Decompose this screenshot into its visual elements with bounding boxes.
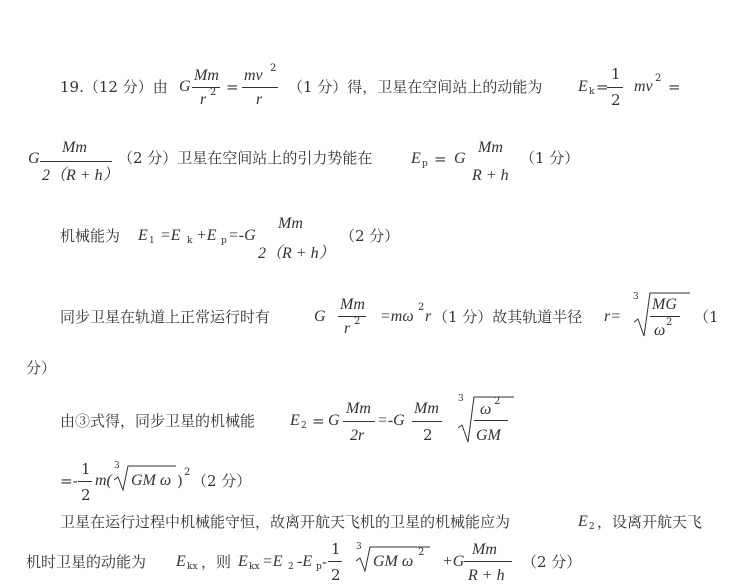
superscript: 2 — [354, 316, 361, 327]
superscript: 2 — [270, 63, 277, 74]
math-term: =mω — [380, 308, 414, 325]
paragraph-text: ，则 — [201, 553, 232, 571]
fraction-bar — [412, 421, 442, 422]
fraction-denominator: R + h — [472, 167, 509, 184]
score-text: （1 — [694, 308, 719, 326]
root-index: 3 — [633, 292, 639, 302]
score-text: （2 分） — [340, 227, 400, 245]
score-text: （1 分）得，卫星在空间站上的动能为 — [288, 78, 543, 96]
fraction-numerator: Mm — [194, 67, 219, 84]
fraction-bar — [78, 481, 92, 482]
math-term: mv — [634, 78, 653, 95]
math-term: r — [425, 308, 432, 325]
math-term: - — [322, 553, 328, 571]
equals-sign: = — [596, 78, 609, 96]
fraction-numerator: 1 — [611, 65, 621, 83]
superscript: 2 — [418, 547, 425, 558]
gravity-constant: G — [179, 78, 191, 95]
gravity-constant: G — [314, 308, 326, 325]
math-term: =E — [262, 553, 283, 570]
fraction-numerator: 1 — [331, 540, 341, 558]
fraction-numerator: Mm — [278, 215, 303, 232]
fraction-bar — [607, 87, 623, 88]
math-term: =-G — [377, 412, 405, 429]
gravity-constant: G — [28, 150, 40, 167]
fraction-numerator: Mm — [62, 139, 87, 156]
gravity-constant: G — [454, 150, 466, 167]
score-text: （1 分） — [520, 149, 580, 167]
subscript: p — [221, 236, 227, 246]
radical-denominator: ω — [654, 322, 666, 339]
subscript: p — [316, 562, 322, 572]
gravity-constant: G — [328, 412, 340, 429]
fraction-bar — [650, 316, 680, 317]
equals-sign: = — [312, 412, 325, 430]
fraction-numerator: Mm — [414, 400, 439, 417]
superscript: 2 — [666, 317, 673, 328]
equals-sign: = — [434, 150, 447, 168]
fraction-numerator: Mm — [346, 400, 371, 417]
paragraph-text: 卫星在运行过程中机械能守恒，故离开航天飞机的卫星的机械能应为 — [60, 513, 511, 531]
fraction-numerator: Mm — [340, 296, 365, 313]
label-text: 由③式得，同步卫星的机械能 — [60, 412, 256, 430]
subscript: kx — [249, 562, 260, 572]
equals-sign: = — [226, 78, 239, 96]
fraction-denominator: r — [200, 91, 207, 108]
fraction-numerator: Mm — [478, 139, 503, 156]
potential-energy-symbol: E — [411, 150, 421, 167]
radical-numerator: MG — [652, 296, 677, 313]
math-term: +G — [442, 553, 465, 570]
fraction-numerator: 1 — [81, 460, 91, 478]
kinetic-energy-symbol: E — [176, 553, 186, 570]
root-index: 3 — [114, 461, 120, 471]
kinetic-energy-symbol: E — [578, 78, 588, 95]
fraction-denominator: 2（R + h） — [42, 167, 119, 184]
mechanical-energy-symbol: E — [578, 513, 588, 530]
subscript: 2 — [288, 562, 294, 572]
math-term: m( — [95, 472, 112, 489]
subscript: 1 — [149, 236, 155, 246]
superscript: 2 — [418, 302, 425, 313]
fraction-denominator: R + h — [468, 567, 505, 584]
superscript: 2 — [494, 396, 501, 407]
subscript: 2 — [589, 522, 595, 532]
radical-denominator: GM — [476, 427, 501, 444]
superscript: 2 — [184, 467, 191, 478]
math-term: =E — [160, 227, 181, 244]
fraction-bar — [242, 87, 278, 88]
math-term: +E — [196, 227, 217, 244]
score-text: （2 分） — [522, 553, 582, 571]
fraction-numerator: Mm — [472, 541, 497, 558]
subscript: 2 — [301, 421, 307, 431]
mechanical-energy-symbol: E — [138, 227, 148, 244]
fraction-denominator: r — [344, 320, 351, 337]
fraction-bar — [328, 561, 342, 562]
kinetic-energy-symbol: E — [238, 553, 248, 570]
fraction-bar — [474, 420, 508, 421]
fraction-denominator: 2 — [331, 566, 341, 584]
math-term: =- — [60, 472, 78, 490]
superscript: 2 — [210, 87, 217, 98]
mechanical-energy-symbol: E — [290, 412, 300, 429]
fraction-bar — [40, 161, 112, 162]
score-text: 分） — [26, 359, 57, 377]
fraction-denominator: 2 — [423, 426, 433, 444]
label-text: 同步卫星在轨道上正常运行时有 — [60, 308, 271, 326]
paragraph-text: 机时卫星的动能为 — [26, 553, 147, 571]
score-text: （2 分） — [192, 472, 252, 490]
score-text: （1 分）故其轨道半径 — [433, 308, 583, 326]
radical-content: GM ω — [131, 472, 172, 489]
superscript: 2 — [655, 73, 662, 84]
subscript: k — [589, 87, 595, 97]
fraction-denominator: 2（R + h） — [258, 245, 335, 262]
fraction-denominator: 2r — [350, 427, 365, 444]
paragraph-text: ，设离开航天飞 — [597, 513, 703, 531]
math-term: =-G — [228, 227, 256, 244]
math-term: r= — [604, 308, 622, 325]
subscript: k — [187, 236, 193, 246]
fraction-denominator: 2 — [611, 91, 621, 109]
fraction-denominator: r — [256, 91, 263, 108]
score-text: （2 分）卫星在空间站上的引力势能在 — [118, 149, 373, 167]
radical-content: GM ω — [373, 553, 414, 570]
root-index: 3 — [458, 394, 464, 404]
label-text: 机械能为 — [60, 227, 121, 245]
problem-number-intro: 19.（12 分）由 — [60, 78, 168, 96]
radical-numerator: ω — [480, 401, 492, 418]
fraction-denominator: 2 — [81, 486, 91, 504]
math-term: -E — [297, 553, 313, 570]
fraction-bar — [338, 316, 366, 317]
math-term: ) — [177, 472, 183, 490]
fraction-bar — [343, 421, 375, 422]
fraction-bar — [464, 561, 512, 562]
subscript: p — [422, 159, 428, 169]
root-index: 3 — [356, 542, 362, 552]
fraction-numerator: mv — [244, 67, 263, 84]
subscript: kx — [187, 562, 198, 572]
equals-sign: = — [668, 78, 681, 96]
